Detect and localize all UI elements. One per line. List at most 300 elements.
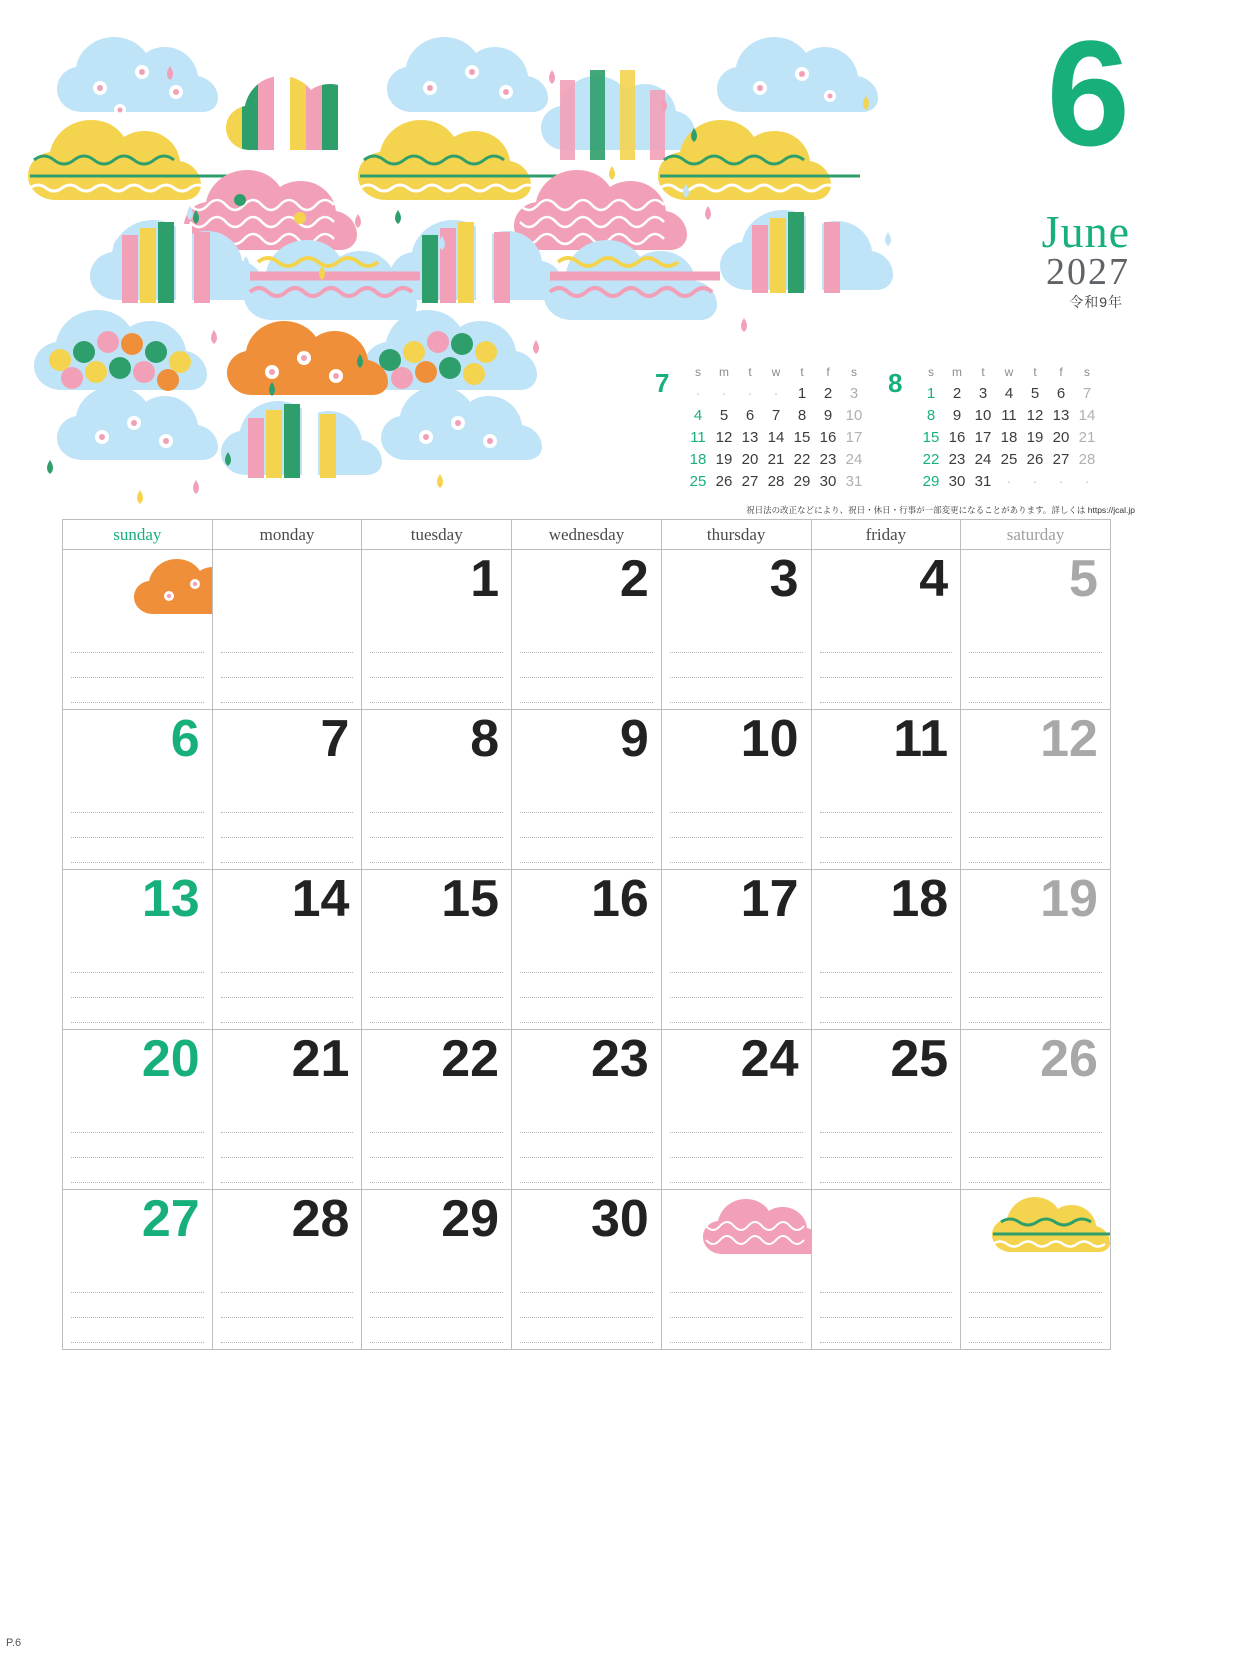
day-cell-22[interactable] xyxy=(362,1030,512,1190)
note-line[interactable] xyxy=(71,813,204,838)
mini-day-cell: · xyxy=(1006,472,1012,490)
day-number: 22 xyxy=(441,1030,500,1088)
note-line[interactable] xyxy=(820,998,953,1023)
mini-day-cell: 27 xyxy=(1052,450,1070,468)
week-row xyxy=(63,870,1111,1030)
note-line[interactable] xyxy=(670,998,803,1023)
note-line[interactable] xyxy=(820,1318,953,1343)
day-number: 9 xyxy=(619,710,649,768)
decorative-cloud-wrap xyxy=(981,1190,1111,1268)
mini-header-row xyxy=(685,362,867,382)
mini-day-cell: 27 xyxy=(741,472,759,490)
day-number: 19 xyxy=(1040,870,1098,928)
day-number: 3 xyxy=(769,550,799,608)
mini-calendar-july xyxy=(655,362,867,492)
note-line[interactable] xyxy=(370,838,503,863)
day-cell-empty[interactable] xyxy=(812,1190,962,1350)
day-cell-14[interactable] xyxy=(213,870,363,1030)
note-line[interactable] xyxy=(71,628,204,653)
mini-day-cell: 21 xyxy=(1078,428,1096,446)
mini-day-cell: 7 xyxy=(1082,384,1092,402)
mini-calendar-august xyxy=(888,362,1100,492)
mini-day-cell: · xyxy=(773,384,779,402)
mini-week-row xyxy=(685,448,867,470)
note-line[interactable] xyxy=(969,1133,1102,1158)
day-cell-15[interactable] xyxy=(362,870,512,1030)
weekday-header-thursday: thursday xyxy=(662,520,812,550)
mini-weekday-header: t xyxy=(748,365,752,379)
note-lines[interactable] xyxy=(820,788,953,863)
mini-day-cell: 19 xyxy=(1026,428,1044,446)
cloud-striped xyxy=(221,401,382,478)
day-cell-10[interactable] xyxy=(662,710,812,870)
note-line[interactable] xyxy=(370,628,503,653)
note-line[interactable] xyxy=(370,948,503,973)
note-lines[interactable] xyxy=(520,628,653,703)
day-cell-30[interactable] xyxy=(512,1190,662,1350)
cloud-scale-multicolor xyxy=(34,310,207,391)
cloud-scale-multicolor xyxy=(364,310,537,390)
day-cell-24[interactable] xyxy=(662,1030,812,1190)
note-lines[interactable] xyxy=(670,1108,803,1183)
note-line[interactable] xyxy=(370,1158,503,1183)
note-lines[interactable] xyxy=(370,948,503,1023)
note-line[interactable] xyxy=(221,788,354,813)
note-line[interactable] xyxy=(520,948,653,973)
note-line[interactable] xyxy=(670,948,803,973)
note-line[interactable] xyxy=(670,1108,803,1133)
day-cell-13[interactable] xyxy=(63,870,213,1030)
note-lines[interactable] xyxy=(969,628,1102,703)
note-line[interactable] xyxy=(221,1268,354,1293)
decorative-cloud xyxy=(981,1190,1111,1268)
mini-day-cell: 23 xyxy=(948,450,966,468)
mini-day-cell: 2 xyxy=(823,384,833,402)
day-cell-12[interactable] xyxy=(961,710,1111,870)
note-line[interactable] xyxy=(71,998,204,1023)
mini-day-cell: 22 xyxy=(793,450,811,468)
note-line[interactable] xyxy=(71,1158,204,1183)
note-lines[interactable] xyxy=(71,628,204,703)
note-line[interactable] xyxy=(370,1268,503,1293)
day-cell-empty[interactable] xyxy=(63,550,213,710)
day-number: 8 xyxy=(470,710,500,768)
mini-week-row xyxy=(685,470,867,492)
note-lines[interactable] xyxy=(71,788,204,863)
note-lines[interactable] xyxy=(520,1108,653,1183)
note-line[interactable] xyxy=(370,788,503,813)
mini-day-cell: · xyxy=(747,384,753,402)
mini-week-row xyxy=(685,404,867,426)
cloud-blue-dotted xyxy=(57,37,218,116)
weekday-header-row xyxy=(63,520,1111,550)
note-lines[interactable] xyxy=(71,948,204,1023)
note-line[interactable] xyxy=(969,1318,1102,1343)
day-number: 28 xyxy=(291,1190,350,1248)
note-line[interactable] xyxy=(820,1133,953,1158)
day-number: 4 xyxy=(919,550,949,608)
note-line[interactable] xyxy=(370,1293,503,1318)
year-label: 2027 xyxy=(1046,251,1130,293)
note-line[interactable] xyxy=(221,678,354,703)
note-lines[interactable] xyxy=(520,788,653,863)
mini-weekday-header: m xyxy=(952,365,962,379)
day-number: 12 xyxy=(1040,710,1098,768)
mini-day-cell: · xyxy=(1032,472,1038,490)
note-line[interactable] xyxy=(969,1158,1102,1183)
note-lines[interactable] xyxy=(370,628,503,703)
note-lines[interactable] xyxy=(670,1268,803,1343)
note-line[interactable] xyxy=(969,678,1102,703)
note-line[interactable] xyxy=(71,1268,204,1293)
note-line[interactable] xyxy=(520,653,653,678)
note-lines[interactable] xyxy=(969,948,1102,1023)
note-line[interactable] xyxy=(670,1268,803,1293)
mini-day-cell: 15 xyxy=(793,428,811,446)
cloud-blue-dotted xyxy=(381,386,542,460)
mini-day-cell: 1 xyxy=(797,384,807,402)
month-grid xyxy=(62,519,1111,1350)
note-line[interactable] xyxy=(71,1108,204,1133)
mini-day-cell: 3 xyxy=(849,384,859,402)
note-line[interactable] xyxy=(820,1293,953,1318)
note-line[interactable] xyxy=(520,678,653,703)
note-line[interactable] xyxy=(221,1158,354,1183)
day-cell-21[interactable] xyxy=(213,1030,363,1190)
note-line[interactable] xyxy=(221,813,354,838)
day-cell-27[interactable] xyxy=(63,1190,213,1350)
note-line[interactable] xyxy=(820,838,953,863)
mini-day-cell: 4 xyxy=(1004,384,1014,402)
day-number: 13 xyxy=(141,870,200,928)
mini-day-cell: 25 xyxy=(1000,450,1018,468)
note-line[interactable] xyxy=(520,973,653,998)
mini-day-cell: 28 xyxy=(767,472,785,490)
note-lines[interactable] xyxy=(221,788,354,863)
note-line[interactable] xyxy=(820,788,953,813)
mini-day-cell: 13 xyxy=(1052,406,1070,424)
note-lines[interactable] xyxy=(969,1108,1102,1183)
mini-day-cell: 9 xyxy=(952,406,962,424)
mini-weekday-header: s xyxy=(695,365,701,379)
note-line[interactable] xyxy=(520,1108,653,1133)
day-cell-8[interactable] xyxy=(362,710,512,870)
mini-week-row xyxy=(918,470,1100,492)
note-line[interactable] xyxy=(670,678,803,703)
decorative-cloud-wrap xyxy=(692,1192,812,1270)
mini-day-cell: 4 xyxy=(693,406,703,424)
weekday-header-saturday: saturday xyxy=(961,520,1111,550)
page-number: P.6 xyxy=(6,1637,22,1649)
note-line[interactable] xyxy=(520,788,653,813)
mini-day-cell: 29 xyxy=(793,472,811,490)
note-line[interactable] xyxy=(969,838,1102,863)
day-cell-16[interactable] xyxy=(512,870,662,1030)
note-lines[interactable] xyxy=(969,788,1102,863)
note-line[interactable] xyxy=(71,1133,204,1158)
day-cell-23[interactable] xyxy=(512,1030,662,1190)
day-number: 20 xyxy=(141,1030,200,1088)
mini-day-cell: 30 xyxy=(948,472,966,490)
note-lines[interactable] xyxy=(969,1268,1102,1343)
mini-month-number: 8 xyxy=(888,368,903,398)
day-number: 10 xyxy=(740,710,799,768)
mini-weekday-header: t xyxy=(1033,365,1037,379)
weekday-header-wednesday: wednesday xyxy=(512,520,662,550)
day-number: 15 xyxy=(441,870,500,928)
mini-weekday-header: w xyxy=(1004,365,1014,379)
note-line[interactable] xyxy=(71,973,204,998)
day-cell-1[interactable] xyxy=(362,550,512,710)
note-line[interactable] xyxy=(520,838,653,863)
note-line[interactable] xyxy=(221,998,354,1023)
note-line[interactable] xyxy=(71,678,204,703)
note-line[interactable] xyxy=(969,948,1102,973)
note-line[interactable] xyxy=(520,1268,653,1293)
mini-weekday-header: s xyxy=(1084,365,1090,379)
mini-day-cell: 30 xyxy=(819,472,837,490)
day-cell-26[interactable] xyxy=(961,1030,1111,1190)
day-number: 2 xyxy=(619,550,649,608)
cloud-striped xyxy=(720,210,893,293)
note-line[interactable] xyxy=(969,628,1102,653)
day-number: 24 xyxy=(740,1030,799,1088)
note-line[interactable] xyxy=(221,973,354,998)
day-number: 11 xyxy=(893,710,949,768)
note-line[interactable] xyxy=(820,628,953,653)
day-cell-6[interactable] xyxy=(63,710,213,870)
note-line[interactable] xyxy=(71,788,204,813)
note-lines[interactable] xyxy=(71,1108,204,1183)
note-line[interactable] xyxy=(370,1108,503,1133)
day-cell-18[interactable] xyxy=(812,870,962,1030)
mini-week-row xyxy=(918,448,1100,470)
mini-weekday-header: t xyxy=(800,365,804,379)
day-cell-11[interactable] xyxy=(812,710,962,870)
mini-week-row xyxy=(685,426,867,448)
mini-day-cell: 26 xyxy=(1026,450,1044,468)
mini-day-cell: 17 xyxy=(845,428,863,446)
mini-day-cell: 18 xyxy=(1000,428,1018,446)
note-line[interactable] xyxy=(670,1318,803,1343)
mini-day-cell: 11 xyxy=(1001,406,1017,424)
note-line[interactable] xyxy=(520,1158,653,1183)
mini-week-row xyxy=(685,382,867,404)
mini-calendar-table xyxy=(685,362,867,492)
note-line[interactable] xyxy=(820,948,953,973)
day-cell-28[interactable] xyxy=(213,1190,363,1350)
mini-day-cell: 25 xyxy=(689,472,707,490)
weekday-header-sunday: sunday xyxy=(63,520,213,550)
mini-day-cell: 9 xyxy=(823,406,833,424)
mini-weekday-header: f xyxy=(1059,365,1063,379)
note-line[interactable] xyxy=(820,678,953,703)
mini-day-cell: 31 xyxy=(974,472,992,490)
mini-day-cell: 21 xyxy=(767,450,785,468)
mini-day-cell: 2 xyxy=(952,384,962,402)
mini-day-cell: 8 xyxy=(797,406,807,424)
note-line[interactable] xyxy=(969,813,1102,838)
note-line[interactable] xyxy=(221,1318,354,1343)
mini-day-cell: 24 xyxy=(974,450,992,468)
note-line[interactable] xyxy=(969,653,1102,678)
mini-weekday-header: w xyxy=(771,365,781,379)
day-number: 6 xyxy=(170,710,200,768)
mini-day-cell: 17 xyxy=(974,428,992,446)
holiday-note: 祝日法の改正などにより、祝日・休日・行事が一部変更になることがあります。詳しくは https://jcal.jp xyxy=(746,505,1135,515)
day-cell-5[interactable] xyxy=(961,550,1111,710)
note-line[interactable] xyxy=(520,998,653,1023)
note-line[interactable] xyxy=(670,788,803,813)
note-lines[interactable] xyxy=(520,948,653,1023)
note-line[interactable] xyxy=(221,948,354,973)
note-lines[interactable] xyxy=(221,1268,354,1343)
mini-day-cell: 28 xyxy=(1078,450,1096,468)
note-lines[interactable] xyxy=(221,1108,354,1183)
day-number: 23 xyxy=(590,1030,649,1088)
decorative-cloud-wrap xyxy=(123,552,213,630)
week-row xyxy=(63,1030,1111,1190)
note-lines[interactable] xyxy=(820,1268,953,1343)
note-line[interactable] xyxy=(370,1133,503,1158)
note-lines[interactable] xyxy=(221,948,354,1023)
note-lines[interactable] xyxy=(370,788,503,863)
note-line[interactable] xyxy=(370,813,503,838)
note-line[interactable] xyxy=(370,678,503,703)
week-row xyxy=(63,710,1111,870)
note-line[interactable] xyxy=(670,1158,803,1183)
note-lines[interactable] xyxy=(221,628,354,703)
note-line[interactable] xyxy=(670,1293,803,1318)
weekday-header-friday: friday xyxy=(812,520,962,550)
mini-day-cell: 10 xyxy=(845,406,863,424)
note-line[interactable] xyxy=(969,1293,1102,1318)
note-line[interactable] xyxy=(820,1268,953,1293)
note-line[interactable] xyxy=(820,813,953,838)
note-line[interactable] xyxy=(370,1318,503,1343)
note-line[interactable] xyxy=(71,1318,204,1343)
note-line[interactable] xyxy=(71,653,204,678)
note-line[interactable] xyxy=(520,628,653,653)
note-lines[interactable] xyxy=(520,1268,653,1343)
note-line[interactable] xyxy=(71,838,204,863)
day-cell-empty[interactable] xyxy=(662,1190,812,1350)
day-cell-19[interactable] xyxy=(961,870,1111,1030)
note-lines[interactable] xyxy=(820,1108,953,1183)
note-lines[interactable] xyxy=(370,1108,503,1183)
mini-day-cell: · xyxy=(1084,472,1090,490)
note-lines[interactable] xyxy=(71,1268,204,1343)
note-lines[interactable] xyxy=(670,788,803,863)
note-line[interactable] xyxy=(670,1133,803,1158)
note-line[interactable] xyxy=(520,813,653,838)
note-lines[interactable] xyxy=(670,628,803,703)
day-cell-9[interactable] xyxy=(512,710,662,870)
note-line[interactable] xyxy=(969,1108,1102,1133)
note-line[interactable] xyxy=(370,973,503,998)
day-number: 16 xyxy=(590,870,649,928)
month-name: June xyxy=(1041,206,1130,257)
note-line[interactable] xyxy=(670,973,803,998)
day-cell-3[interactable] xyxy=(662,550,812,710)
note-lines[interactable] xyxy=(820,628,953,703)
note-line[interactable] xyxy=(221,1108,354,1133)
day-cell-20[interactable] xyxy=(63,1030,213,1190)
note-line[interactable] xyxy=(820,1158,953,1183)
note-line[interactable] xyxy=(71,948,204,973)
weekday-header-tuesday: tuesday xyxy=(362,520,512,550)
note-line[interactable] xyxy=(969,973,1102,998)
note-line[interactable] xyxy=(71,1293,204,1318)
note-line[interactable] xyxy=(670,813,803,838)
note-lines[interactable] xyxy=(670,948,803,1023)
day-cell-7[interactable] xyxy=(213,710,363,870)
note-lines[interactable] xyxy=(370,1268,503,1343)
note-line[interactable] xyxy=(969,788,1102,813)
mini-day-cell: 31 xyxy=(845,472,863,490)
day-number: 26 xyxy=(1040,1030,1098,1088)
note-line[interactable] xyxy=(520,1293,653,1318)
note-line[interactable] xyxy=(221,1133,354,1158)
cloud-blue-dotted xyxy=(57,386,218,460)
note-line[interactable] xyxy=(370,998,503,1023)
note-line[interactable] xyxy=(520,1133,653,1158)
day-number: 25 xyxy=(890,1030,949,1088)
day-cell-25[interactable] xyxy=(812,1030,962,1190)
mini-day-cell: 20 xyxy=(741,450,759,468)
note-line[interactable] xyxy=(221,1293,354,1318)
note-line[interactable] xyxy=(221,838,354,863)
note-line[interactable] xyxy=(520,1318,653,1343)
note-line[interactable] xyxy=(820,1108,953,1133)
cloud-orange-dotted xyxy=(227,321,388,395)
mini-day-cell: 1 xyxy=(926,384,936,402)
era-label: 令和9年 xyxy=(1069,294,1123,310)
note-line[interactable] xyxy=(670,838,803,863)
note-line[interactable] xyxy=(969,998,1102,1023)
mini-day-cell: 16 xyxy=(948,428,966,446)
note-line[interactable] xyxy=(221,628,354,653)
note-line[interactable] xyxy=(670,628,803,653)
note-line[interactable] xyxy=(670,653,803,678)
mini-weekday-header: m xyxy=(719,365,729,379)
day-cell-29[interactable] xyxy=(362,1190,512,1350)
mini-day-cell: 19 xyxy=(715,450,733,468)
note-line[interactable] xyxy=(221,653,354,678)
mini-day-cell: 6 xyxy=(745,406,755,424)
note-line[interactable] xyxy=(370,653,503,678)
day-cell-empty[interactable] xyxy=(213,550,363,710)
cloud-striped xyxy=(226,70,338,160)
mini-day-cell: 29 xyxy=(922,472,940,490)
day-cell-17[interactable] xyxy=(662,870,812,1030)
week-rows xyxy=(63,550,1111,1350)
day-cell-4[interactable] xyxy=(812,550,962,710)
cloud-wavy-yellow xyxy=(28,120,230,200)
note-lines[interactable] xyxy=(820,948,953,1023)
day-cell-2[interactable] xyxy=(512,550,662,710)
day-number: 18 xyxy=(890,870,949,928)
note-line[interactable] xyxy=(969,1268,1102,1293)
day-number: 1 xyxy=(470,550,500,608)
mini-week-row xyxy=(918,404,1100,426)
mini-week-row xyxy=(918,382,1100,404)
note-line[interactable] xyxy=(820,973,953,998)
mini-day-cell: 13 xyxy=(741,428,759,446)
mini-day-cell: 18 xyxy=(689,450,707,468)
note-line[interactable] xyxy=(820,653,953,678)
day-cell-empty[interactable] xyxy=(961,1190,1111,1350)
